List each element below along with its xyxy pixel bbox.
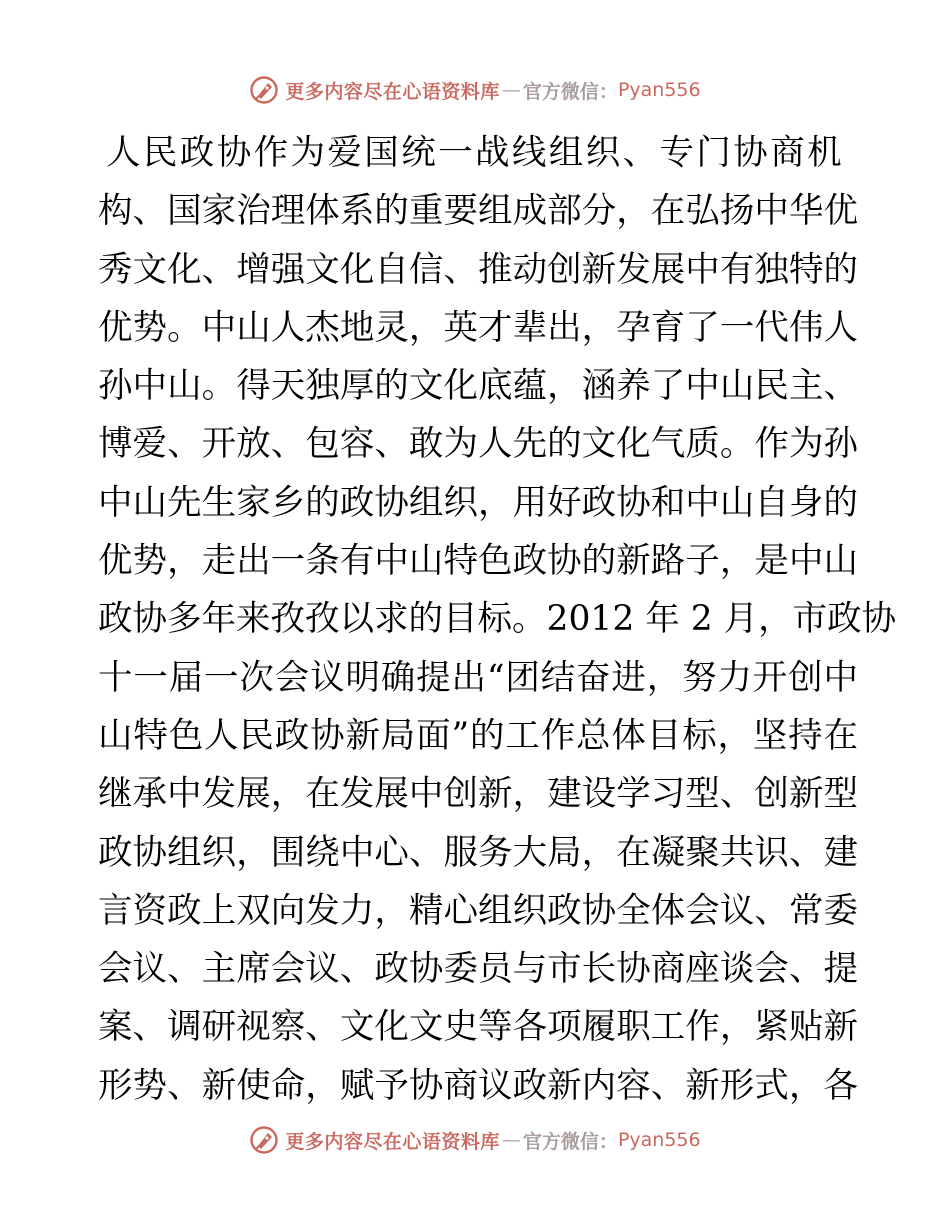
watermark-brand: 更多内容尽在心语资料库 <box>285 80 500 103</box>
watermark-brand: 更多内容尽在心语资料库 <box>285 1130 500 1153</box>
text-line: 优势。中山人杰地灵，英才辈出，孕育了一代伟人 <box>98 307 858 348</box>
text-line: 山特色人民政协新局面”的工作总体目标，坚持在 <box>98 715 858 756</box>
text-line: 会议、主席会议、政协委员与市长协商座谈会、提 <box>98 949 858 990</box>
text-line: 案、调研视察、文化文史等各项履职工作，紧贴新 <box>98 1007 858 1048</box>
pen-nib-logo-icon <box>249 75 279 105</box>
watermark-wechat-id: Pyan556 <box>617 79 701 101</box>
text-line: 秀文化、增强文化自信、推动创新发展中有独特的 <box>98 249 858 290</box>
text-line: 博爱、开放、包容、敢为人先的文化气质。作为孙 <box>98 424 858 465</box>
watermark-dash: — <box>501 1129 521 1151</box>
text-line: 政协组织，围绕中心、服务大局，在凝聚共识、建 <box>98 832 858 873</box>
footer-watermark <box>0 1120 950 1160</box>
text-line: 政协多年来孜孜以求的目标。2012 年 2 月，市政协 <box>98 599 897 640</box>
watermark-dash: — <box>501 79 521 101</box>
pen-nib-logo-icon <box>249 1125 279 1155</box>
text-line: 十一届一次会议明确提出“团结奋进，努力开创中 <box>98 657 858 698</box>
watermark-wechat-id: Pyan556 <box>617 1129 701 1151</box>
text-line: 优势，走出一条有中山特色政协的新路子，是中山 <box>98 541 858 582</box>
document-body <box>98 124 897 1115</box>
text-line: 孙中山。得天独厚的文化底蕴，涵养了中山民主、 <box>98 366 858 407</box>
text-line: 言资政上双向发力，精心组织政协全体会议、常委 <box>98 890 858 931</box>
watermark-wechat-label: 官方微信： <box>522 1130 618 1153</box>
text-line: 形势、新使命，赋予协商议政新内容、新形式，各 <box>98 1065 858 1106</box>
watermark-wechat-label: 官方微信： <box>522 80 618 103</box>
text-line: 构、国家治理体系的重要组成部分，在弘扬中华优 <box>98 191 858 232</box>
text-line: 中山先生家乡的政协组织，用好政协和中山自身的 <box>98 482 858 523</box>
text-line: 人民政协作为爱国统一战线组织、专门协商机 <box>106 133 844 173</box>
header-watermark <box>0 70 950 110</box>
text-line: 继承中发展，在发展中创新，建设学习型、创新型 <box>98 774 858 815</box>
